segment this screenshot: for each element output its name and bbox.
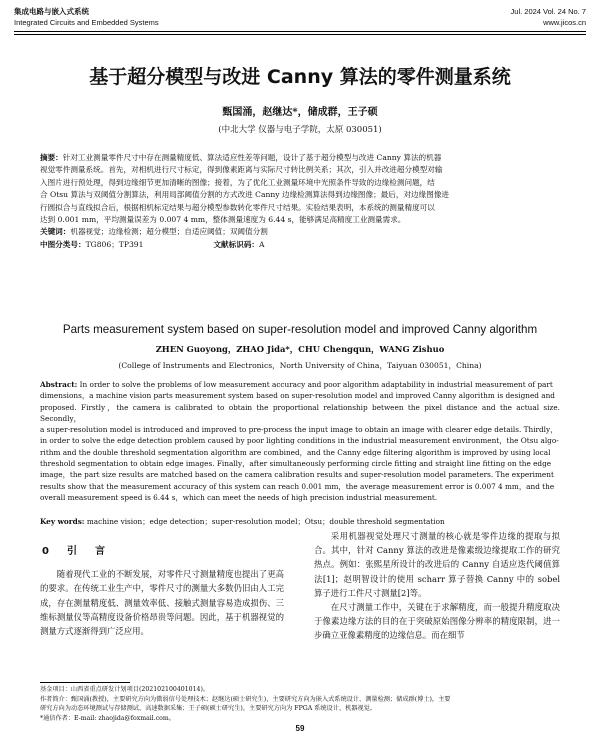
abstract-cn-label: 摘要： — [40, 153, 63, 162]
clc-label: 中图分类号： — [40, 239, 86, 249]
keywords-cn — [40, 226, 560, 238]
abstract-en-line: proposed. Firstly，the camera is calibrated to obtain the proportional relationship between the pixel distance and the actual size. Secondly， — [40, 402, 560, 423]
paper-title-en: Parts measurement system based on super-resolution model and improved Canny algorithm — [62, 323, 538, 336]
keywords-cn-value: 机器视觉；边缘检测；超分模型；自适应阈值；双阈值分割 — [70, 227, 268, 237]
authors-en: ZHEN Guoyong，ZHAO Jida*，CHU Chengqun，WANG Zishuo — [155, 344, 445, 354]
header-rule-thin — [14, 34, 586, 35]
abstract-cn-line: 视觉零件测量系统。首先，对相机进行尺寸标定，得到像素距离与实际尺寸转比例关系；其次，引入并改进超分模型对输 — [40, 165, 443, 175]
doc-code-label: 文献标识码： — [213, 239, 260, 249]
footnotes — [40, 685, 560, 723]
keywords-en-label: Key words: — [40, 517, 85, 526]
abstract-en-line: rithm and the double threshold segmentation algorithm are combined，and the Canny edge filtering algorithm is improved by using local — [40, 447, 551, 457]
section-heading-introduction: 0 引 言 — [42, 546, 109, 557]
page-number: 59 — [295, 724, 305, 733]
abstract-en-line: overall measurement speed is 6.44 s，which can meet the needs of high precision industrial measurement. — [40, 492, 438, 502]
abstract-cn-line: 合 Otsu 算法与双阈值分割算法，利用局部阈值分割的方式改进 Canny 边缘检测算法得到边缘图像；最后，对边缘图像进 — [40, 190, 450, 200]
footnote-authors: 作者简介：甄国涌(教授)，主要研究方向为微弱信号处理技术；赵继达(硕士研究生)，主要研究方向为嵌入式系统设计、测量检测；储成群(博士)，主要 — [40, 695, 451, 703]
abstract-en-line: in order to solve the edge detection problem caused by poor lighting conditions in the industrial measurement environment，the Otsu algo- — [40, 436, 559, 446]
abstract-cn-line: 行圆拟合与直线拟合后，根据相机标定结果与超分模型参数转化零件尺寸结果。实验结果表明，本系统的测量精度可以 — [40, 202, 435, 212]
journal-issue-info — [511, 6, 586, 28]
abstract-en-label: Abstract: — [40, 380, 78, 389]
abstract-cn-line: 达到 0.001 mm，平均测量误差为 0.007 4 mm，整体测量速度为 6.44 s，能够满足高精度工业测量需求。 — [40, 215, 406, 225]
body-column-left — [40, 545, 284, 638]
affiliation-cn: (中北大学 仪器与电子学院，太原 030051) — [218, 125, 382, 135]
abstract-en-line: results show that the measurement accuracy of this system can reach 0.001 mm，the average measurement error is 0.007 4 mm，and the — [40, 481, 555, 491]
clc-value: TG806；TP391 — [85, 239, 144, 249]
body-column-right — [314, 529, 560, 643]
doc-code-value: A — [259, 239, 265, 249]
abstract-en-line: image，the part size results are matched based on the camera calibration results and super-resolution model parameters. The experiment — [40, 470, 554, 480]
body-paragraph: 随着现代工业的不断发展，对零件尺寸测量精度也提出了更高的要求。在传统工业生产中，零件尺寸的测量大多数仍旧由人工完成，存在测量精度低、测量效率低、接触式测量容易造成损伤、三维标测量仪等高精度设备价格昂贵等问题。因此，基于机器视觉的测量方式逐渐得到广泛应用。 — [40, 569, 284, 637]
abstract-cn — [40, 152, 560, 251]
journal-issue: Jul. 2024 Vol. 24 No. 7 — [510, 7, 586, 16]
footnote-rule — [40, 682, 130, 683]
body-paragraph: 采用机器视觉处理尺寸测量的核心就是零件边缘的提取与拟合。其中，针对 Canny 算法的改进是像素级边缘提取工作的研究热点。例如：张熙星所设计的改进后的 Canny 自适应迭代阈值算法[1]；赵明智设计的使用 scharr 算子替换 Canny 中的 sobel 算子进行工件尺寸测量[2]等。 — [314, 531, 560, 598]
journal-name-en: Integrated Circuits and Embedded Systems — [14, 18, 159, 27]
body-paragraph: 在尺寸测量工作中，关键在于求解精度，而一般提升精度取决于像素边缘方法的目的在于突破原始图像分辨率的精度限制，进一步确立亚像素精度的边缘信息。而在细节 — [314, 602, 560, 641]
abstract-en-line: Abstract: In order to solve the problems of low measurement accuracy and poor algorithm adaptability in industrial measurement of part — [40, 380, 553, 389]
abstract-cn-line: 摘要：针对工业测量零件尺寸中存在测量精度低、算法适应性差等问题，设计了基于超分模型与改进 Canny 算法的机器 — [40, 153, 442, 162]
authors-cn: 甄国涌，赵继达*，储成群，王子硕 — [222, 107, 378, 118]
running-header — [14, 6, 586, 34]
abstract-en-line: a super-resolution model is introduced and improved to pre-process the input image to obtain an image with clearer edge details. Thirdly， — [40, 425, 558, 435]
keywords-en-value: machine vision；edge detection；super-resolution model；Otsu；double threshold segmentation — [86, 517, 445, 526]
journal-name-cn: 集成电路与嵌入式系统 — [14, 7, 89, 16]
journal-website: www.jicos.cn — [543, 18, 586, 27]
abstract-cn-line: 入图片进行预处理，得到边缘细节更加清晰的图像；接着，为了优化工业测量环境中光照条件导致的边缘检测问题，结 — [40, 177, 435, 187]
abstract-en — [40, 379, 560, 503]
affiliation-en: (College of Instruments and Electronics，North University of China，Taiyuan 030051，China) — [118, 361, 482, 370]
footnote-corresponding: *通信作者：E-mail: zhaojida@foxmail.com。 — [40, 714, 175, 722]
abstract-en-line: dimensions，a machine vision parts measurement system based on super-resolution model and improved Canny algorithm is designed and — [40, 391, 555, 401]
footnote-funding: 基金项目：山西省重点研发计划项目(202102100401014)。 — [40, 686, 210, 693]
paper-title-cn: 基于超分模型与改进 Canny 算法的零件测量系统 — [89, 66, 511, 88]
keywords-en — [40, 517, 560, 527]
journal-name — [14, 6, 159, 28]
classification-line — [40, 239, 560, 251]
abstract-en-line: threshold segmentation to obtain edge images. Finally，after simultaneously performing circle fitting and straight line fitting on the edge — [40, 459, 552, 469]
footnote-authors-cont: 研究方向为动态环境测试与存储测试、高速数据采集；王子硕(硕士研究生)，主要研究方向为 FPGA 系统设计、机器视觉。 — [40, 705, 377, 713]
keywords-cn-label: 关键词： — [40, 227, 71, 237]
header-rule — [14, 31, 586, 32]
